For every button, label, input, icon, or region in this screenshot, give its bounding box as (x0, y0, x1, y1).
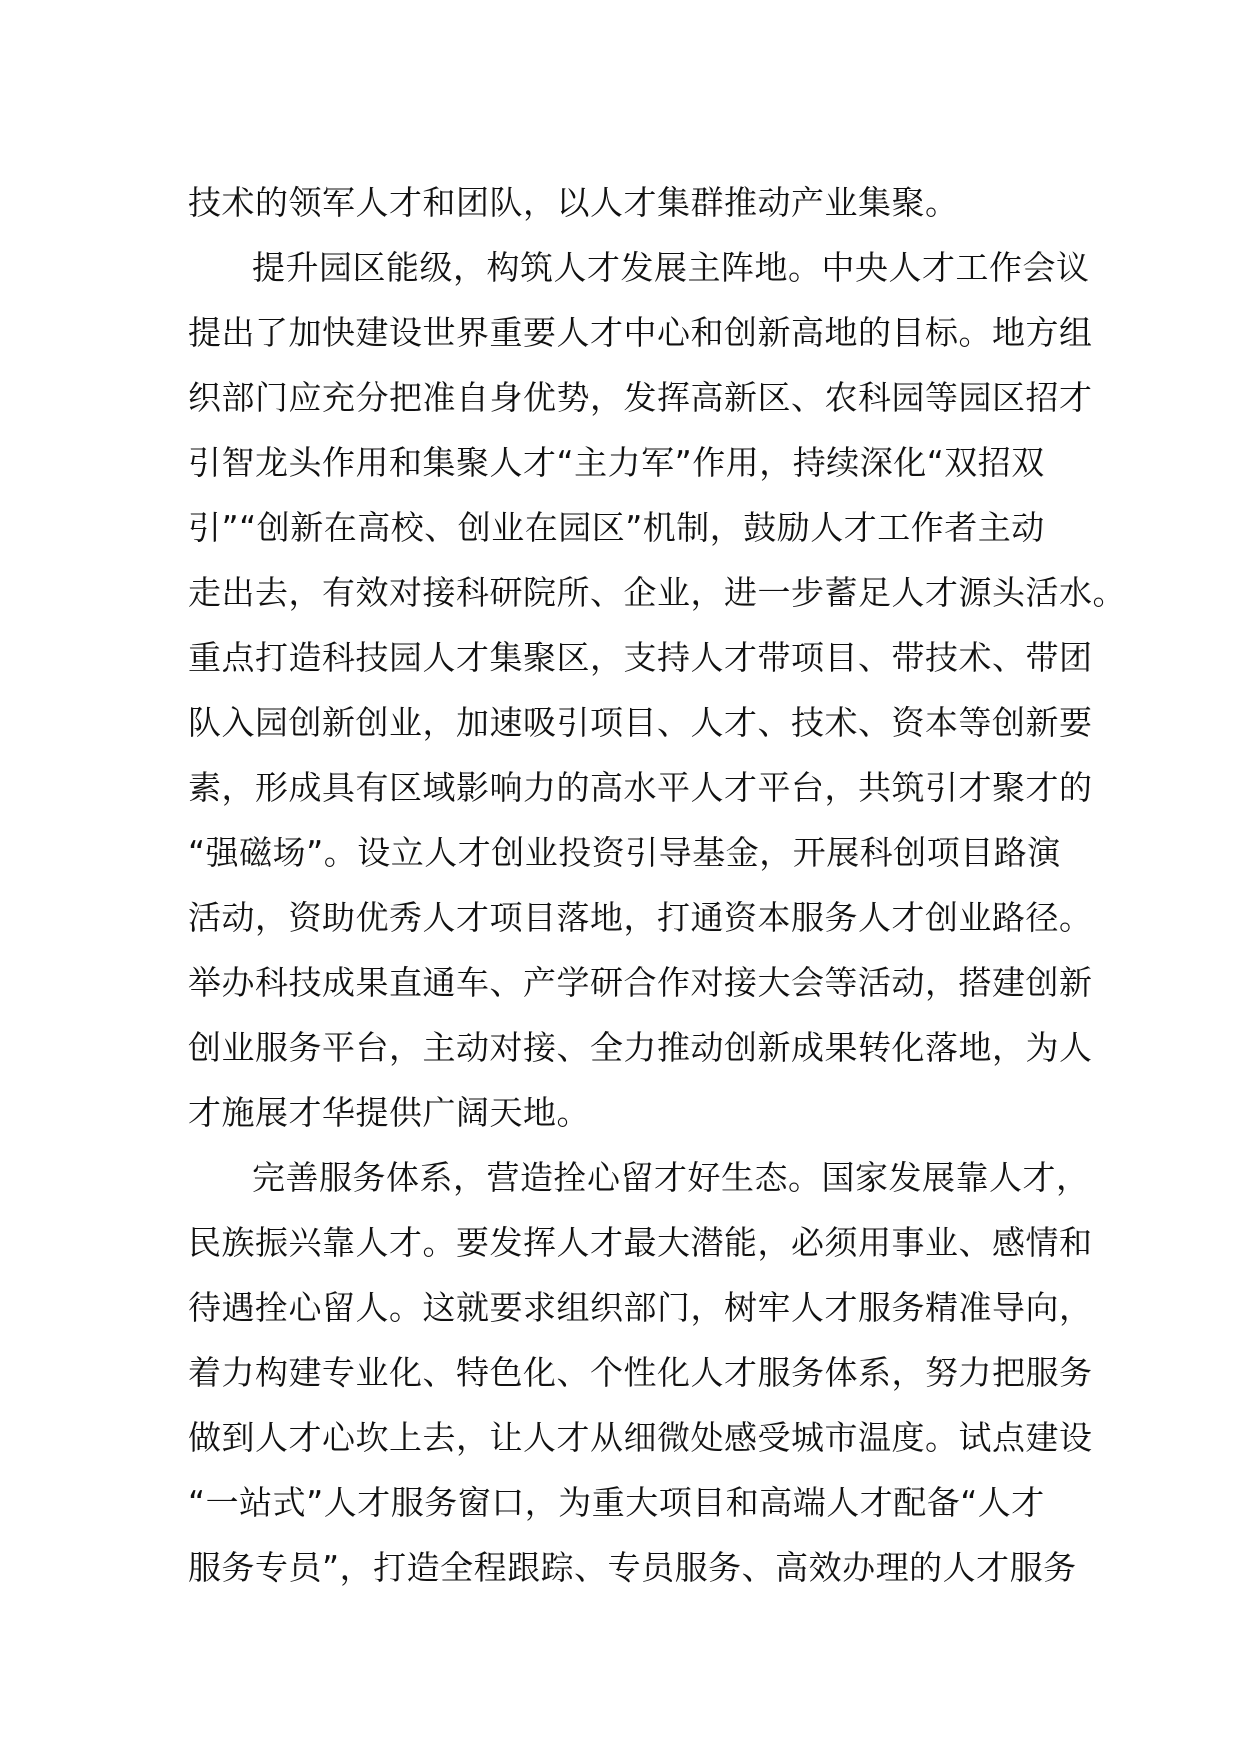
text-line: 提出了加快建设世界重要人才中心和创新高地的目标。地方组 (188, 313, 1093, 352)
text-line: 技术的领军人才和团队，以人才集群推动产业集聚。 (188, 183, 959, 222)
paragraph-first-line: 完善服务体系，营造拴心留才好生态。国家发展靠人才， (252, 1158, 1090, 1197)
body-text (188, 170, 1126, 1600)
text-line: 引智龙头作用和集聚人才“主力军”作用，持续深化“双招双 (188, 443, 1045, 482)
text-line: 做到人才心坎上去，让人才从细微处感受城市温度。试点建设 (188, 1418, 1093, 1457)
text-line: 创业服务平台，主动对接、全力推动创新成果转化落地，为人 (188, 1028, 1093, 1067)
text-line: 待遇拴心留人。这就要求组织部门，树牢人才服务精准导向， (188, 1288, 1093, 1327)
text-line: 举办科技成果直通车、产学研合作对接大会等活动，搭建创新 (188, 963, 1093, 1002)
text-line: 才施展才华提供广阔天地。 (188, 1093, 590, 1132)
text-line: 织部门应充分把准自身优势，发挥高新区、农科园等园区招才 (188, 378, 1093, 417)
text-line: “强磁场”。设立人才创业投资引导基金，开展科创项目路演 (188, 833, 1061, 872)
text-line: 民族振兴靠人才。要发挥人才最大潜能，必须用事业、感情和 (188, 1223, 1093, 1262)
text-line: 素，形成具有区域影响力的高水平人才平台，共筑引才聚才的 (188, 768, 1093, 807)
text-line: 走出去，有效对接科研院所、企业，进一步蓄足人才源头活水。 (188, 573, 1126, 612)
text-line: 引”“创新在高校、创业在园区”机制，鼓励人才工作者主动 (188, 508, 1045, 547)
text-line: 重点打造科技园人才集聚区，支持人才带项目、带技术、带团 (188, 638, 1093, 677)
text-line: 队入园创新创业，加速吸引项目、人才、技术、资本等创新要 (188, 703, 1093, 742)
paragraph-first-line: 提升园区能级，构筑人才发展主阵地。中央人才工作会议 (252, 248, 1090, 287)
text-line: 活动，资助优秀人才项目落地，打通资本服务人才创业路径。 (188, 898, 1093, 937)
text-line: 服务专员”，打造全程跟踪、专员服务、高效办理的人才服务 (188, 1548, 1077, 1587)
text-line: “一站式”人才服务窗口，为重大项目和高端人才配备“人才 (188, 1483, 1045, 1522)
text-line: 着力构建专业化、特色化、个性化人才服务体系，努力把服务 (188, 1353, 1093, 1392)
